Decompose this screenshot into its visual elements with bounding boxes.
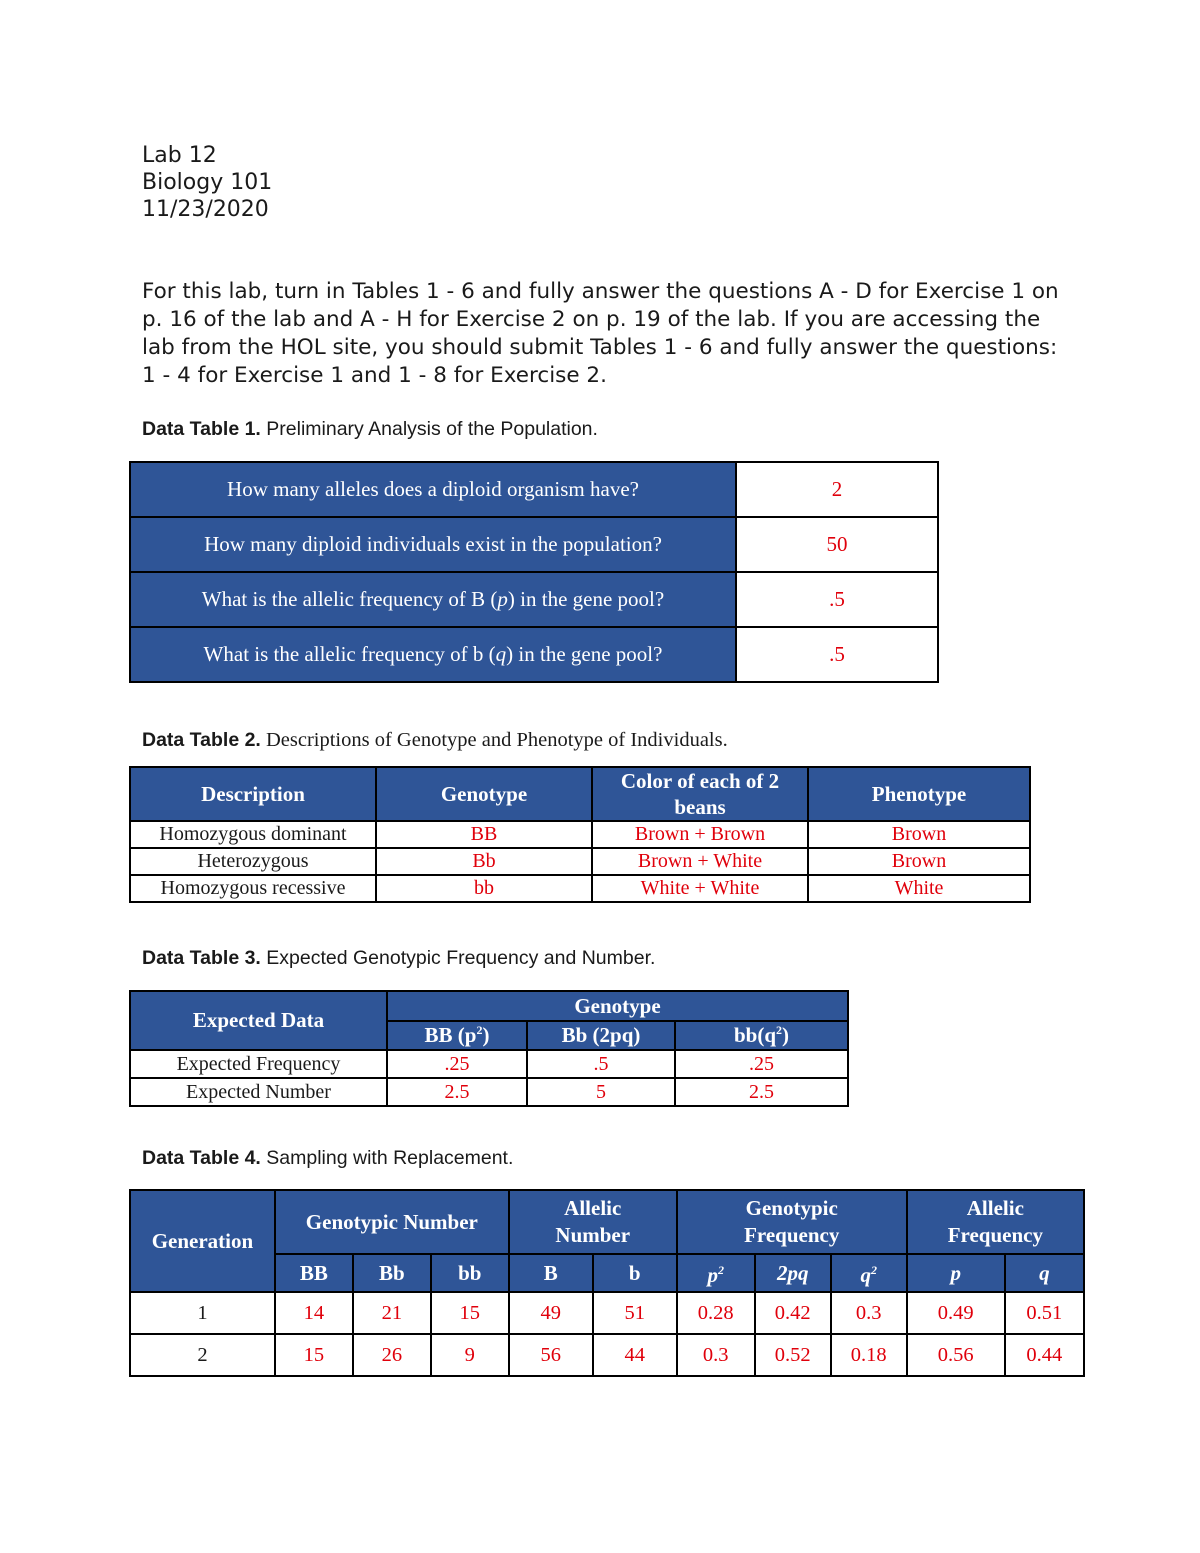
table1-answer: 2	[736, 462, 938, 517]
p-squared-subheader	[677, 1254, 755, 1292]
generation-cell: 1	[130, 1292, 275, 1334]
value-cell: 2.5	[675, 1078, 848, 1106]
table-row	[130, 1334, 1084, 1376]
value-cell: 0.51	[1005, 1292, 1084, 1334]
value-cell: 26	[353, 1334, 431, 1376]
column-header: Color of each of 2 beans	[592, 767, 808, 821]
superscript: 2	[476, 1023, 483, 1037]
value-cell: 15	[431, 1292, 509, 1334]
table4-caption-text: Sampling with Replacement.	[260, 1147, 514, 1169]
value-cell: 0.28	[677, 1292, 755, 1334]
description-cell: Homozygous recessive	[130, 875, 376, 902]
table-row	[130, 627, 938, 682]
value-cell: 0.49	[907, 1292, 1005, 1334]
question-text: ) in the gene pool?	[507, 587, 665, 611]
table-row	[130, 1078, 848, 1106]
two-pq-subheader: 2pq	[755, 1254, 831, 1292]
table2-caption-text: Descriptions of Genotype and Phenotype of Individuals.	[260, 729, 728, 751]
table1-question: How many diploid individuals exist in the population?	[130, 517, 736, 572]
data-table-2	[129, 766, 1031, 903]
value-cell: 15	[275, 1334, 353, 1376]
phenotype-cell: Brown	[808, 821, 1030, 848]
table-row	[130, 1050, 848, 1078]
value-cell: 0.18	[831, 1334, 907, 1376]
value-cell: .5	[527, 1050, 675, 1078]
q-squared-subheader	[831, 1254, 907, 1292]
genotype-cell: bb	[376, 875, 592, 902]
bean-color-cell: White + White	[592, 875, 808, 902]
value-cell: 49	[509, 1292, 593, 1334]
header-text: )	[782, 1023, 790, 1047]
value-cell: .25	[675, 1050, 848, 1078]
phenotype-cell: Brown	[808, 848, 1030, 875]
table1-caption-text: Preliminary Analysis of the Population.	[260, 418, 598, 440]
value-cell: 0.3	[831, 1292, 907, 1334]
variable-q: q	[495, 642, 507, 666]
bean-color-cell: Brown + White	[592, 848, 808, 875]
header-text: q	[860, 1263, 871, 1287]
bb-hetero-header: Bb (2pq)	[527, 1021, 675, 1050]
value-cell: 5	[527, 1078, 675, 1106]
value-cell: 14	[275, 1292, 353, 1334]
table-row	[130, 572, 938, 627]
superscript: 2	[870, 1263, 877, 1277]
column-header: Genotype	[376, 767, 592, 821]
table1-answer: 50	[736, 517, 938, 572]
table-header-row	[130, 1190, 1084, 1254]
value-cell: 44	[593, 1334, 677, 1376]
table-row	[130, 462, 938, 517]
table1-question	[130, 572, 736, 627]
generation-header: Generation	[130, 1190, 275, 1292]
row-label: Expected Number	[130, 1078, 387, 1106]
value-cell: 0.52	[755, 1334, 831, 1376]
genotype-cell: Bb	[376, 848, 592, 875]
lab-number: Lab 12	[142, 143, 217, 168]
value-cell: 0.3	[677, 1334, 755, 1376]
header-text: BB (p	[424, 1023, 477, 1047]
column-header: Phenotype	[808, 767, 1030, 821]
table3-caption-text: Expected Genotypic Frequency and Number.	[260, 947, 656, 969]
question-text: ) in the gene pool?	[506, 642, 663, 666]
p-subheader: p	[907, 1254, 1005, 1292]
value-cell: 51	[593, 1292, 677, 1334]
genotypic-frequency-header: Genotypic Frequency	[677, 1190, 907, 1254]
expected-data-header: Expected Data	[130, 991, 387, 1050]
description-cell: Homozygous dominant	[130, 821, 376, 848]
table1-caption	[142, 418, 598, 441]
instructions-paragraph: For this lab, turn in Tables 1 - 6 and fully answer the questions A - D for Exercise 1 on p. 16 of the lab and A - H for Exercise 2 on p. 19 of the lab. If you are accessing the lab from the HOL site, you should submit Tables 1 - 6 and fully answer the questions: 1 - 4 for Exercise 1 and 1 - 8 for Exercise 2.	[142, 279, 1059, 388]
header-text: )	[482, 1023, 490, 1047]
generation-cell: 2	[130, 1334, 275, 1376]
allele-b-rec-subheader: b	[593, 1254, 677, 1292]
genotype-cell: BB	[376, 821, 592, 848]
value-cell: 21	[353, 1292, 431, 1334]
row-label: Expected Frequency	[130, 1050, 387, 1078]
header-text: bb(q	[733, 1023, 777, 1047]
table-row	[130, 517, 938, 572]
date: 11/23/2020	[142, 197, 269, 222]
table4-caption	[142, 1147, 513, 1170]
superscript: 2	[776, 1023, 783, 1037]
column-header: Description	[130, 767, 376, 821]
table1-answer: .5	[736, 572, 938, 627]
table-header-row	[130, 991, 848, 1021]
value-cell: 2.5	[387, 1078, 527, 1106]
bb-dominant-header	[387, 1021, 527, 1050]
allelic-number-header: Allelic Number	[509, 1190, 677, 1254]
value-cell: 9	[431, 1334, 509, 1376]
table3-caption	[142, 947, 655, 970]
question-text: What is the allelic frequency of B (	[201, 587, 498, 611]
data-table-4	[129, 1189, 1085, 1377]
superscript: 2	[717, 1263, 724, 1277]
bean-color-cell: Brown + Brown	[592, 821, 808, 848]
allelic-frequency-header: Allelic Frequency	[907, 1190, 1084, 1254]
bb-recessive-header	[675, 1021, 848, 1050]
table1-caption-label: Data Table 1.	[142, 418, 261, 440]
genotypic-number-header: Genotypic Number	[275, 1190, 509, 1254]
description-cell: Heterozygous	[130, 848, 376, 875]
data-table-1	[129, 461, 939, 683]
table4-caption-label: Data Table 4.	[142, 1147, 261, 1169]
table-header-row	[130, 767, 1030, 821]
table2-caption-label: Data Table 2.	[142, 729, 261, 751]
table-row	[130, 821, 1030, 848]
value-cell: 0.42	[755, 1292, 831, 1334]
table-row	[130, 875, 1030, 902]
value-cell: .25	[387, 1050, 527, 1078]
question-text: What is the allelic frequency of b (	[203, 642, 496, 666]
bb-het-subheader: Bb	[353, 1254, 431, 1292]
table2-caption	[142, 729, 728, 752]
bb-dom-subheader: BB	[275, 1254, 353, 1292]
allele-b-dom-subheader: B	[509, 1254, 593, 1292]
value-cell: 56	[509, 1334, 593, 1376]
table-row	[130, 1292, 1084, 1334]
header-text: p	[707, 1263, 718, 1287]
data-table-3	[129, 990, 849, 1107]
variable-p: p	[497, 587, 508, 611]
table1-answer: .5	[736, 627, 938, 682]
value-cell: 0.56	[907, 1334, 1005, 1376]
table3-caption-label: Data Table 3.	[142, 947, 261, 969]
q-subheader: q	[1005, 1254, 1084, 1292]
course-name: Biology 101	[142, 170, 273, 195]
table-row	[130, 848, 1030, 875]
bb-rec-subheader: bb	[431, 1254, 509, 1292]
genotype-header: Genotype	[387, 991, 848, 1021]
table1-question: How many alleles does a diploid organism have?	[130, 462, 736, 517]
table1-question	[130, 627, 736, 682]
phenotype-cell: White	[808, 875, 1030, 902]
value-cell: 0.44	[1005, 1334, 1084, 1376]
